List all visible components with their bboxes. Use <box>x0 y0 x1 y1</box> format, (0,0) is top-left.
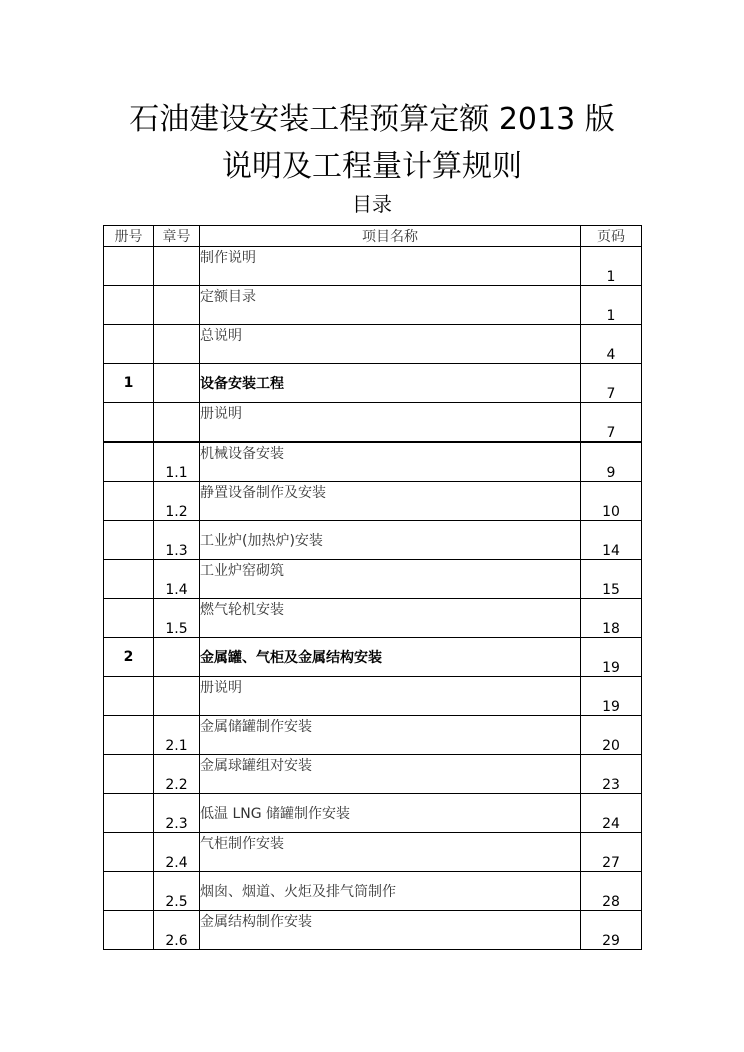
table-row <box>104 833 642 872</box>
volume-cell <box>104 755 154 794</box>
page-cell: 28 <box>581 872 642 911</box>
item-name-cell: 金属结构制作安装 <box>200 911 581 950</box>
volume-cell: 2 <box>104 638 154 677</box>
volume-cell <box>104 716 154 755</box>
item-name-cell: 册说明 <box>200 677 581 716</box>
page-cell: 14 <box>581 521 642 560</box>
document-title: 石油建设安装工程预算定额 2013 版 <box>129 102 615 137</box>
item-name-cell: 燃气轮机安装 <box>200 599 581 638</box>
volume-cell <box>104 911 154 950</box>
page-cell: 15 <box>581 560 642 599</box>
volume-cell <box>104 560 154 599</box>
page-cell: 27 <box>581 833 642 872</box>
chapter-cell <box>154 677 200 716</box>
header-page: 页码 <box>581 226 642 247</box>
volume-cell <box>104 247 154 286</box>
table-row <box>104 638 642 677</box>
toc-heading: 目录 <box>352 192 392 216</box>
page-cell: 9 <box>581 442 642 482</box>
item-name-cell: 静置设备制作及安装 <box>200 482 581 521</box>
volume-cell <box>104 872 154 911</box>
table-row <box>104 247 642 286</box>
item-name-cell: 金属罐、气柜及金属结构安装 <box>200 638 581 677</box>
page-cell: 19 <box>581 638 642 677</box>
table-row <box>104 755 642 794</box>
item-name-cell: 金属储罐制作安装 <box>200 716 581 755</box>
table-row <box>104 872 642 911</box>
chapter-cell: 1.1 <box>154 442 200 482</box>
page-cell: 10 <box>581 482 642 521</box>
page-cell: 1 <box>581 286 642 325</box>
table-row <box>104 716 642 755</box>
item-name-cell: 总说明 <box>200 325 581 364</box>
chapter-cell: 2.1 <box>154 716 200 755</box>
chapter-cell: 1.4 <box>154 560 200 599</box>
table-row <box>104 364 642 403</box>
page-cell: 24 <box>581 794 642 833</box>
item-name-cell: 工业炉窑砌筑 <box>200 560 581 599</box>
item-name-cell: 低温 LNG 储罐制作安装 <box>200 794 581 833</box>
volume-cell <box>104 833 154 872</box>
table-row <box>104 677 642 716</box>
toc-header-row <box>104 226 642 247</box>
table-row <box>104 521 642 560</box>
item-name-cell: 气柜制作安装 <box>200 833 581 872</box>
table-row <box>104 403 642 443</box>
volume-cell <box>104 286 154 325</box>
chapter-cell: 2.4 <box>154 833 200 872</box>
page-cell: 29 <box>581 911 642 950</box>
chapter-cell: 2.5 <box>154 872 200 911</box>
item-name-cell: 金属球罐组对安装 <box>200 755 581 794</box>
chapter-cell <box>154 325 200 364</box>
page-cell: 7 <box>581 403 642 443</box>
document-subtitle: 说明及工程量计算规则 <box>222 149 522 184</box>
chapter-cell: 1.2 <box>154 482 200 521</box>
volume-cell <box>104 325 154 364</box>
header-chapter: 章号 <box>154 226 200 247</box>
item-name-cell: 工业炉(加热炉)安装 <box>200 521 581 560</box>
page-cell: 23 <box>581 755 642 794</box>
chapter-cell: 2.6 <box>154 911 200 950</box>
table-row <box>104 794 642 833</box>
toc-table <box>103 225 642 950</box>
table-row <box>104 911 642 950</box>
volume-cell <box>104 521 154 560</box>
chapter-cell <box>154 247 200 286</box>
page-cell: 20 <box>581 716 642 755</box>
item-name-cell: 烟囱、烟道、火炬及排气筒制作 <box>200 872 581 911</box>
volume-cell <box>104 677 154 716</box>
table-row <box>104 286 642 325</box>
volume-cell: 1 <box>104 364 154 403</box>
chapter-cell <box>154 403 200 443</box>
chapter-cell <box>154 364 200 403</box>
item-name-cell: 定额目录 <box>200 286 581 325</box>
table-row <box>104 560 642 599</box>
table-row <box>104 442 642 482</box>
chapter-cell <box>154 638 200 677</box>
chapter-cell: 1.3 <box>154 521 200 560</box>
volume-cell <box>104 482 154 521</box>
chapter-cell: 2.2 <box>154 755 200 794</box>
page-cell: 18 <box>581 599 642 638</box>
page-cell: 4 <box>581 325 642 364</box>
volume-cell <box>104 794 154 833</box>
volume-cell <box>104 599 154 638</box>
page-cell: 7 <box>581 364 642 403</box>
header-volume: 册号 <box>104 226 154 247</box>
page-cell: 1 <box>581 247 642 286</box>
table-row <box>104 599 642 638</box>
chapter-cell <box>154 286 200 325</box>
item-name-cell: 机械设备安装 <box>200 442 581 482</box>
item-name-cell: 册说明 <box>200 403 581 443</box>
table-row <box>104 325 642 364</box>
header-item-name: 项目名称 <box>200 226 581 247</box>
chapter-cell: 1.5 <box>154 599 200 638</box>
page-cell: 19 <box>581 677 642 716</box>
item-name-cell: 设备安装工程 <box>200 364 581 403</box>
volume-cell <box>104 442 154 482</box>
table-row <box>104 482 642 521</box>
chapter-cell: 2.3 <box>154 794 200 833</box>
item-name-cell: 制作说明 <box>200 247 581 286</box>
volume-cell <box>104 403 154 443</box>
